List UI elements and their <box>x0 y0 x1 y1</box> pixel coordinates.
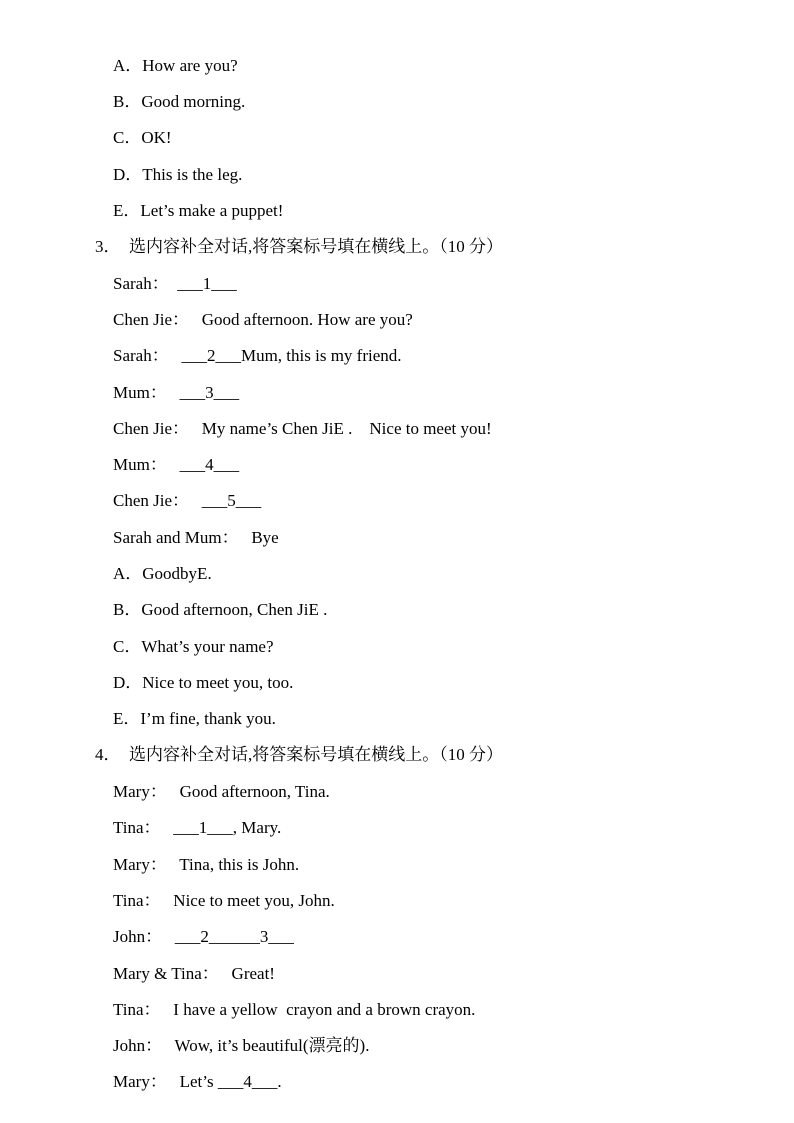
option-line: C．What’s your name? <box>113 637 274 656</box>
option-line: B．Good morning. <box>113 92 246 111</box>
dialogue-line: Chen Jie： Good afternoon. How are you? <box>113 310 413 329</box>
option-line: A．GoodbyE. <box>113 564 212 583</box>
dialogue-line: Tina： I have a yellow crayon and a brown crayon. <box>113 1000 476 1019</box>
dialogue-line: Sarah and Mum： Bye <box>113 528 279 547</box>
dialogue-line: John： Wow, it’s beautiful(漂亮的). <box>113 1036 370 1055</box>
dialogue-line: Mum： ___4___ <box>113 455 240 474</box>
question-3-header: 3． 选内容补全对话,将答案标号填在横线上。（10 分） <box>95 237 503 256</box>
dialogue-line: John： ___2______3___ <box>113 927 294 946</box>
dialogue-line: Mary： Let’s ___4___. <box>113 1072 282 1091</box>
option-line: E．I’m fine, thank you. <box>113 709 276 728</box>
option-line: C．OK! <box>113 128 172 147</box>
dialogue-line: Mary： Good afternoon, Tina. <box>113 782 330 801</box>
dialogue-line: Sarah： ___1___ <box>113 274 237 293</box>
dialogue-line: Sarah： ___2___Mum, this is my friend. <box>113 346 402 365</box>
option-line: E．Let’s make a puppet! <box>113 201 284 220</box>
dialogue-line: Mary： Tina, this is John. <box>113 855 300 874</box>
dialogue-line: Tina： Nice to meet you, John. <box>113 891 335 910</box>
dialogue-line: Mary & Tina： Great! <box>113 964 275 983</box>
option-line: D．This is the leg. <box>113 165 243 184</box>
dialogue-line: Chen Jie： My name’s Chen JiE . Nice to meet you! <box>113 419 492 438</box>
option-line: A．How are you? <box>113 56 238 75</box>
dialogue-line: Tina： ___1___, Mary. <box>113 818 282 837</box>
dialogue-line: Chen Jie： ___5___ <box>113 491 262 510</box>
dialogue-line: Mum： ___3___ <box>113 383 240 402</box>
option-line: B．Good afternoon, Chen JiE . <box>113 600 328 619</box>
question-4-header: 4． 选内容补全对话,将答案标号填在横线上。（10 分） <box>95 745 503 764</box>
option-line: D．Nice to meet you, too. <box>113 673 294 692</box>
